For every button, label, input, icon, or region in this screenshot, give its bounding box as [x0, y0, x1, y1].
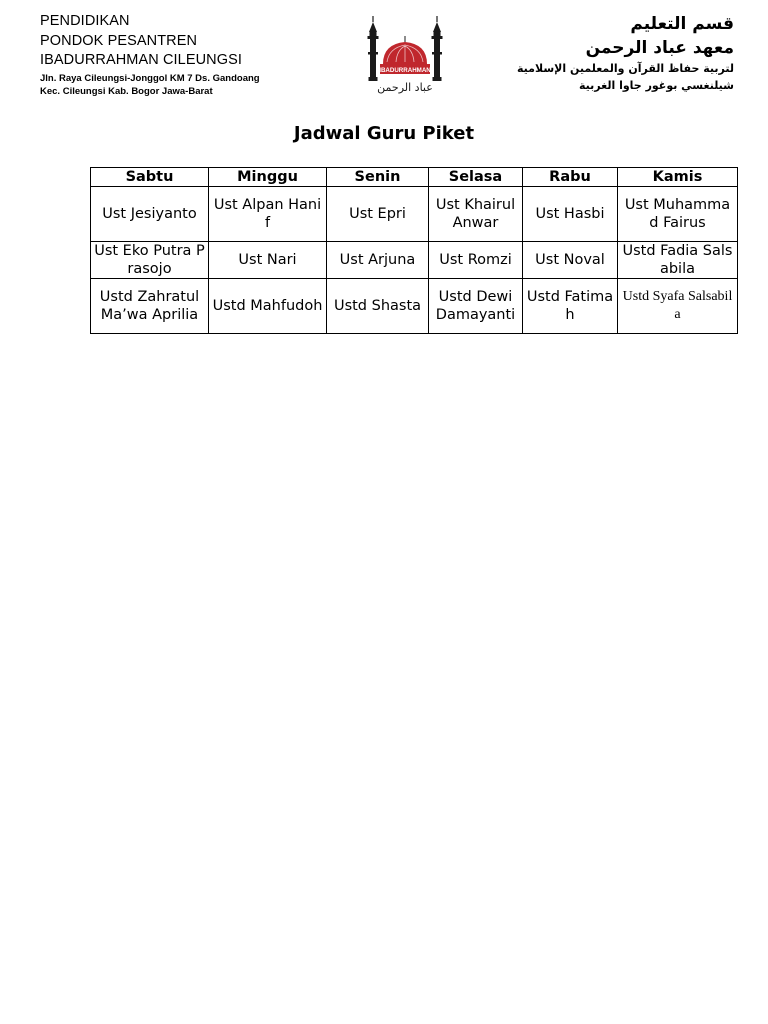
column-header-selasa: Selasa	[429, 168, 523, 187]
left-minaret-icon	[368, 16, 379, 81]
table-cell: Ustd Fadia Salsabila	[618, 242, 738, 279]
table-cell: Ust Hasbi	[523, 187, 618, 242]
table-cell: Ust Muhammad Fairus	[618, 187, 738, 242]
table-cell: Ustd Fatimah	[523, 279, 618, 334]
header-address-line-2: Kec. Cileungsi Kab. Bogor Jawa-Barat	[40, 85, 213, 97]
mosque-logo-icon	[363, 14, 447, 98]
header-line-institution-name: IBADURRAHMAN CILEUNGSI	[40, 52, 243, 68]
table-row	[91, 242, 738, 279]
header-address-line-1: Jln. Raya Cileungsi-Jonggol KM 7 Ds. Gandoang	[40, 72, 260, 84]
logo-arabic-script: عباد الرحمن	[377, 81, 433, 94]
table-cell: Ust Noval	[523, 242, 618, 279]
logo-banner-text: IBADURRAHMAN	[379, 66, 431, 74]
header-line-pondok: PONDOK PESANTREN	[40, 32, 198, 49]
arabic-header-line-4: شيلنغسي بوغور جاوا الغربية	[579, 79, 734, 92]
column-header-sabtu: Sabtu	[91, 168, 209, 187]
column-header-rabu: Rabu	[523, 168, 618, 187]
table-cell: Ust Romzi	[429, 242, 523, 279]
table-cell: Ust Eko Putra Prasojo	[91, 242, 209, 279]
arabic-header-line-3: لتربية حفاظ القرآن والمعلمين الإسلامية	[517, 62, 734, 75]
page-title: Jadwal Guru Piket	[293, 123, 475, 144]
column-header-kamis: Kamis	[618, 168, 738, 187]
table-cell: Ustd Mahfudoh	[209, 279, 327, 334]
column-header-senin: Senin	[327, 168, 429, 187]
header-line-pendidikan: PENDIDIKAN	[40, 13, 130, 29]
table-cell: Ust Alpan Hanif	[209, 187, 327, 242]
table-cell: Ustd Zahratul Ma’wa Aprilia	[91, 279, 209, 334]
table-cell: Ust Jesiyanto	[91, 187, 209, 242]
table-cell: Ustd Dewi Damayanti	[429, 279, 523, 334]
right-minaret-icon	[432, 16, 443, 81]
table-cell: Ust Epri	[327, 187, 429, 242]
table-cell: Ustd Shasta	[327, 279, 429, 334]
institution-header-arabic	[474, 12, 734, 104]
table-cell: Ust Khairul Anwar	[429, 187, 523, 242]
table-row	[91, 187, 738, 242]
table-cell: Ust Nari	[209, 242, 327, 279]
column-header-minggu: Minggu	[209, 168, 327, 187]
picket-schedule-table	[90, 167, 738, 334]
table-cell: Ustd Syafa Salsabila	[618, 279, 738, 334]
arabic-header-line-2: معهد عباد الرحمن	[585, 38, 734, 58]
institution-header-latin	[40, 12, 300, 98]
table-row	[91, 279, 738, 334]
institution-logo	[363, 14, 447, 98]
table-header-row	[91, 168, 738, 187]
arabic-header-line-1: قسم التعليم	[630, 14, 734, 34]
table-cell: Ust Arjuna	[327, 242, 429, 279]
dome-icon	[383, 36, 427, 64]
